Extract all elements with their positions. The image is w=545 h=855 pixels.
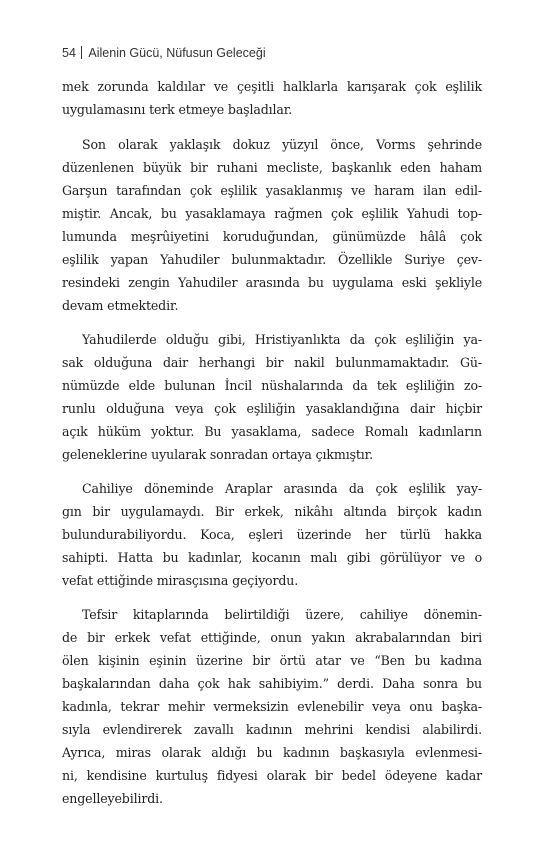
text-line: açık hüküm yoktur. Bu yasaklama, sadece Romalı kadınların: [62, 424, 482, 439]
running-header: [62, 46, 266, 60]
text-line: vefat ettiğinde mirasçısına geçiyordu.: [62, 573, 299, 588]
header-separator: [81, 46, 83, 59]
text-line: uygulamasını terk etmeye başladılar.: [62, 102, 293, 117]
text-line: kadınla, tekrar mehir vermeksizin evlenebilir veya onu başka-: [62, 699, 482, 714]
text-line: gın bir uygulamaydı. Bir erkek, nikâhı altında birçok kadın: [62, 504, 482, 519]
text-line: Ayrıca, miras olarak aldığı bu kadının başkasıyla evlenmesi-: [62, 745, 482, 760]
text-line: Son olarak yaklaşık dokuz yüzyıl önce, Vorms şehrinde: [82, 137, 482, 152]
text-line: miştir. Ancak, bu yasaklamaya rağmen çok eşlilik Yahudi top-: [62, 206, 482, 221]
text-line: lumunda meşrûiyetini koruduğundan, günümüzde hâlâ çok: [62, 229, 482, 244]
text-line: sıyla evlendirerek zavallı kadının mehrini kendisi alabilirdi.: [62, 722, 482, 737]
text-line: de bir erkek vefat ettiğinde, onun yakın akrabalarından biri: [62, 630, 482, 645]
text-line: geleneklerine uyularak sonradan ortaya çıkmıştır.: [62, 447, 374, 462]
text-line: engelleyebilirdi.: [62, 791, 163, 806]
text-line: Cahiliye döneminde Araplar arasında da çok eşlilik yay-: [82, 481, 482, 496]
text-line: nümüzde elde bulunan İncil nüshalarında da tek eşliliğin zo-: [62, 378, 482, 393]
text-line: resindeki zengin Yahudiler arasında bu uygulama eski şekliyle: [62, 275, 482, 290]
text-line: düzenlenen büyük bir ruhani mecliste, başkanlık eden haham: [62, 160, 482, 175]
text-line: mek zorunda kaldılar ve çeşitli halklarla karışarak çok eşlilik: [62, 79, 482, 94]
text-line: runlu olduğuna veya çok eşliliğin yasaklandığına dair hiçbir: [62, 401, 482, 416]
text-line: başkalarından daha çok hak sahibiyim.” derdi. Daha sonra bu: [62, 676, 482, 691]
text-line: bulundurabiliyordu. Koca, eşleri üzerinde her türlü hakka: [62, 527, 482, 542]
text-line: Yahudilerde olduğu gibi, Hristiyanlıkta da çok eşliliğin ya-: [82, 332, 482, 347]
text-line: Garşun tarafından çok eşlilik yasaklanmış ve haram ilan edil-: [62, 183, 482, 198]
text-line: ölen kişinin eşinin üzerine bir örtü atar ve “Ben bu kadına: [62, 653, 482, 668]
text-line: ni, kendisine kurtuluş fidyesi olarak bir bedel ödeyene kadar: [62, 768, 482, 783]
page-number: 54: [62, 46, 76, 60]
text-line: eşlilik yapan Yahudiler bulunmaktadır. Özellikle Suriye çev-: [62, 252, 482, 267]
text-line: Tefsir kitaplarında belirtildiği üzere, cahiliye dönemin-: [82, 607, 482, 622]
text-line: sahipti. Hatta bu kadınlar, kocanın malı gibi görülüyor ve o: [62, 550, 482, 565]
text-line: devam etmektedir.: [62, 298, 179, 313]
text-line: sak olduğuna dair herhangi bir nakil bulunmamaktadır. Gü-: [62, 355, 482, 370]
book-title: Ailenin Gücü, Nüfusun Geleceği: [88, 46, 266, 60]
